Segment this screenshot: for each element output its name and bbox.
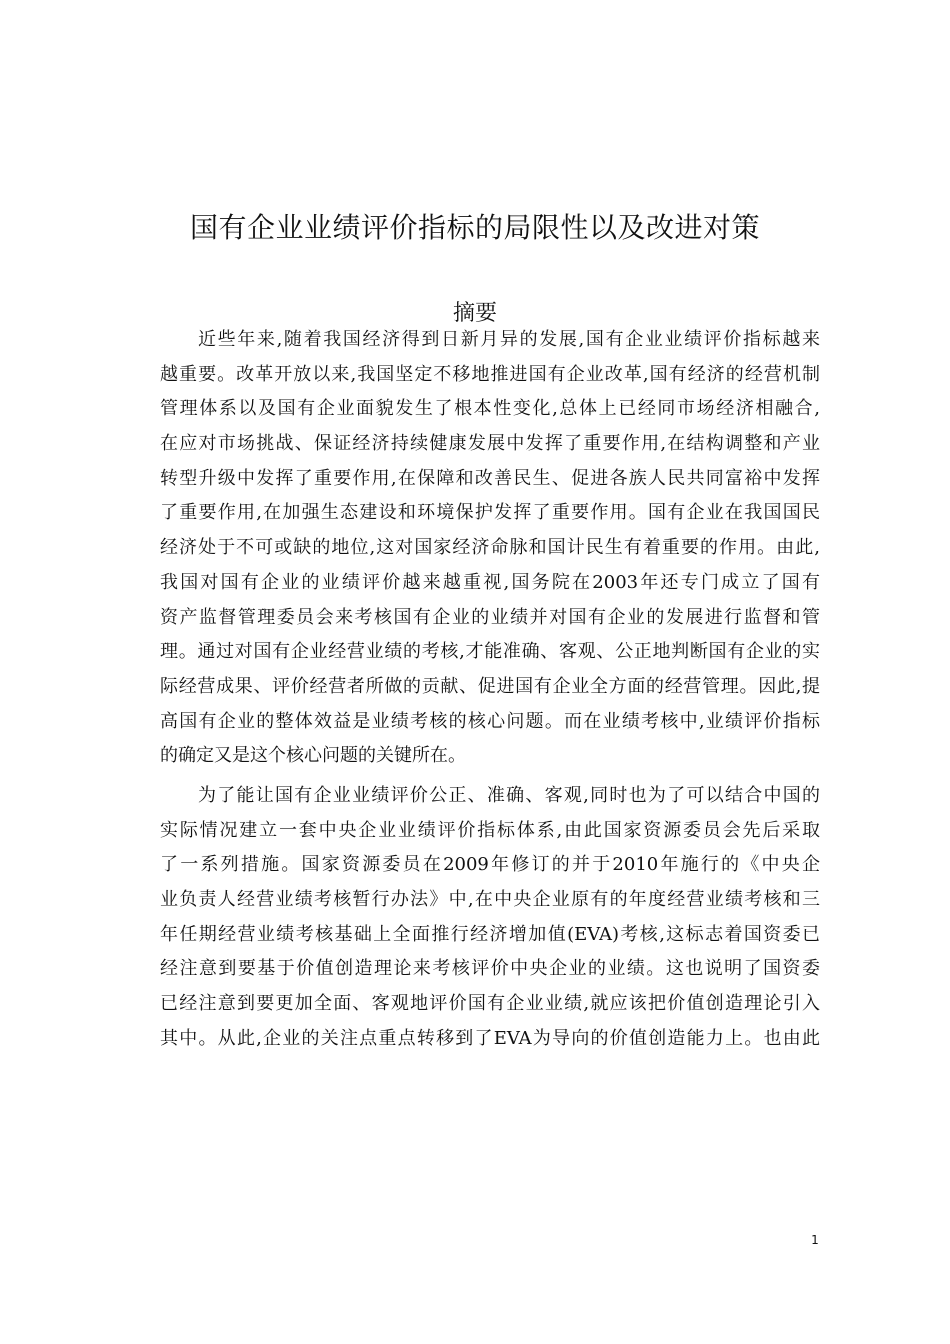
text-line: 了一系列措施。国家资源委员在2009年修订的并于2010年施行的《中央企 (160, 854, 820, 876)
text-line: 为了能让国有企业业绩评价公正、准确、客观,同时也为了可以结合中国的 (198, 784, 820, 806)
paragraph-2 (160, 779, 820, 1057)
text-line: 已经注意到要更加全面、客观地评价国有企业业绩,就应该把价值创造理论引入 (160, 993, 820, 1015)
text-line: 近些年来,随着我国经济得到日新月异的发展,国有企业业绩评价指标越来 (198, 329, 820, 350)
text-line: 经济处于不可或缺的地位,这对国家经济命脉和国计民生有着重要的作用。由此, (160, 537, 820, 559)
text-line: 年任期经营业绩考核基础上全面推行经济增加值(EVA)考核,这标志着国资委已 (160, 923, 820, 945)
abstract-heading: 摘要 (452, 301, 497, 326)
text-line: 资产监督管理委员会来考核国有企业的业绩并对国有企业的发展进行监督和管 (160, 606, 820, 628)
text-line: 管理体系以及国有企业面貌发生了根本性变化,总体上已经同市场经济相融合, (160, 398, 820, 420)
paragraph-1 (160, 323, 820, 774)
text-line: 我国对国有企业的业绩评价越来越重视,国务院在2003年还专门成立了国有 (160, 571, 820, 593)
text-line: 际经营成果、评价经营者所做的贡献、促进国有企业全方面的经营管理。因此,提 (160, 675, 820, 697)
text-line: 在应对市场挑战、保证经济持续健康发展中发挥了重要作用,在结构调整和产业 (160, 433, 820, 455)
text-line: 转型升级中发挥了重要作用,在保障和改善民生、促进各族人民共同富裕中发挥 (160, 467, 820, 489)
document-title: 国有企业业绩评价指标的局限性以及改进对策 (189, 211, 760, 244)
text-line: 其中。从此,企业的关注点重点转移到了EVA为导向的价值创造能力上。也由此 (160, 1027, 820, 1049)
text-line: 越重要。改革开放以来,我国坚定不移地推进国有企业改革,国有经济的经营机制 (160, 363, 820, 385)
page-number: 1 (811, 1233, 819, 1247)
text-line: 的确定又是这个核心问题的关键所在。 (160, 745, 466, 767)
abstract-body (160, 323, 820, 1056)
text-line: 高国有企业的整体效益是业绩考核的核心问题。而在业绩考核中,业绩评价指标 (160, 710, 820, 732)
text-line: 经注意到要基于价值创造理论来考核评价中央企业的业绩。这也说明了国资委 (160, 958, 820, 980)
text-line: 理。通过对国有企业经营业绩的考核,才能准确、客观、公正地判断国有企业的实 (160, 641, 820, 663)
text-line: 业负责人经营业绩考核暂行办法》中,在中央企业原有的年度经营业绩考核和三 (160, 889, 820, 910)
text-line: 了重要作用,在加强生态建设和环境保护发挥了重要作用。国有企业在我国国民 (160, 502, 820, 524)
text-line: 实际情况建立一套中央企业业绩评价指标体系,由此国家资源委员会先后采取 (160, 819, 820, 841)
